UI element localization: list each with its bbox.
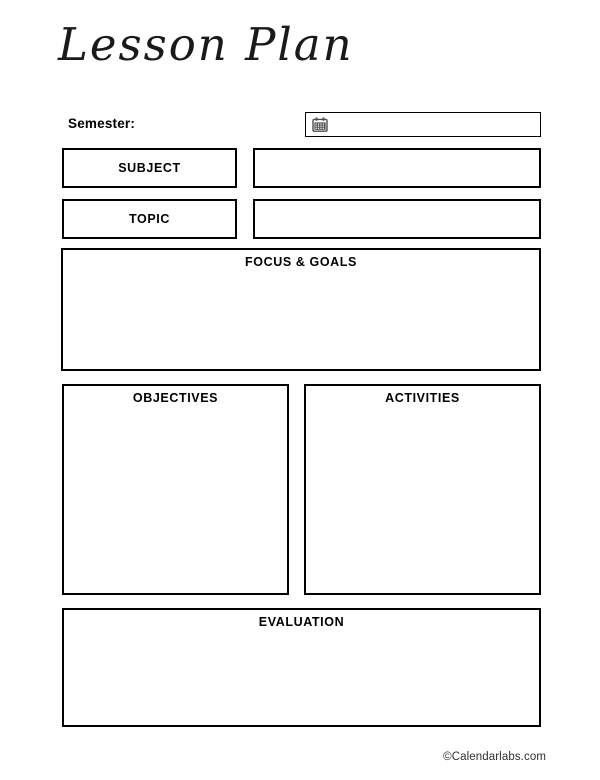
calendar-icon xyxy=(312,117,328,132)
subject-label-box xyxy=(62,148,237,188)
page-title: Lesson Plan xyxy=(58,18,354,71)
subject-input[interactable] xyxy=(253,148,541,188)
focus-goals-heading: FOCUS & GOALS xyxy=(245,255,357,269)
topic-label-box xyxy=(62,199,237,239)
section-objectives xyxy=(62,384,289,595)
evaluation-input[interactable] xyxy=(64,629,539,725)
objectives-input[interactable] xyxy=(64,405,287,593)
subject-label: SUBJECT xyxy=(118,161,181,175)
semester-label: Semester: xyxy=(68,116,136,131)
activities-input[interactable] xyxy=(306,405,539,593)
objectives-heading: OBJECTIVES xyxy=(132,391,219,405)
topic-input[interactable] xyxy=(253,199,541,239)
copyright-text: ©Calendarlabs.com xyxy=(443,751,546,763)
focus-goals-input[interactable] xyxy=(63,269,539,369)
activities-heading: ACTIVITIES xyxy=(385,391,460,405)
section-evaluation xyxy=(62,608,541,727)
section-activities xyxy=(304,384,541,595)
topic-label: TOPIC xyxy=(129,212,170,226)
section-focus-goals xyxy=(61,248,541,371)
evaluation-heading: EVALUATION xyxy=(258,615,345,629)
semester-input[interactable] xyxy=(305,112,541,137)
